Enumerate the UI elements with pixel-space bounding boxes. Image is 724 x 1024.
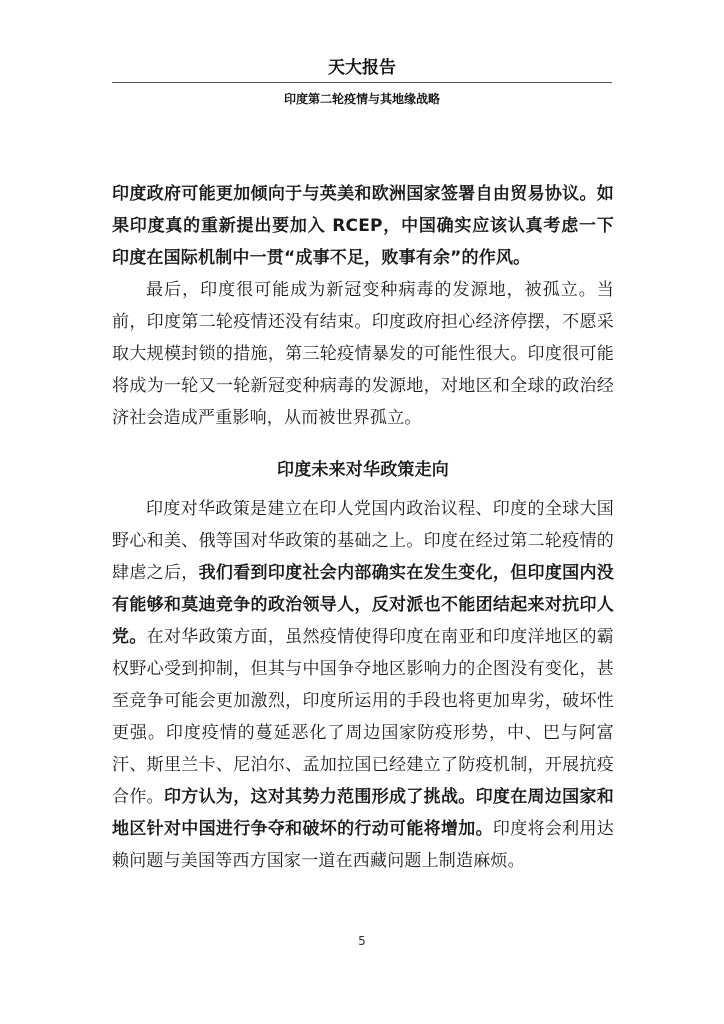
section-heading: 印度未来对华政策走向 [277,460,449,480]
bold-text-segment: 印方认为，这对其势力范围形成了挑战。印度在周边国家和地区针对中国进行争夺和破坏的行动可能将增加。 [112,787,614,839]
page-header [112,56,612,107]
page-number: 5 [358,934,366,948]
header-divider [112,82,612,83]
document-body [112,178,614,877]
paragraph-china-policy [112,493,614,877]
text-segment: 在对华政策方面，虽然疫情使得印度在南亚和印度洋地区的霸权野心受到抑制，但其与中国争夺地区影响力的企图没有变化，甚至竞争可能会更加激烈，印度所运用的手段也将更加卑劣，破坏性更强。印度疫情的蔓延恶化了周边国家防疫形势，中、巴与阿富汗、斯里兰卡、尼泊尔、孟加拉国已经建立了防疫机制，开展抗疫合作。 [112,627,614,807]
text-segment: 印度对华政策是建立在印人党国内政治议程、印度的全球大国野心和美、俄等国对华政策的基础之上。印度在经过第二轮疫情的肆虐之后， [112,499,614,583]
paragraph-variant-origin: 最后，印度很可能成为新冠变种病毒的发源地，被孤立。当前，印度第二轮疫情还没有结束。印度政府担心经济停摆，不愿采取大规模封锁的措施，第三轮疫情暴发的可能性很大。印度很可能将成为一轮又一轮新冠变种病毒的发源地，对地区和全球的政治经济社会造成严重影响，从而被世界孤立。 [112,280,614,428]
header-subtitle: 印度第二轮疫情与其地缘战略 [283,92,440,106]
paragraph-fta: 印度政府可能更加倾向于与英美和欧洲国家签署自由贸易协议。如果印度真的重新提出要加入 RCEP，中国确实应该认真考虑一下印度在国际机制中一贯“成事不足，败事有余”的作风。 [112,184,614,268]
text-segment: 印度将会利用达赖问题与美国等西方国家一道在西藏问题上制造麻烦。 [112,819,614,871]
bold-text-segment: 我们看到印度社会内部确实在发生变化，但印度国内没有能够和莫迪竞争的政治领导人，反对派也不能团结起来对抗印人党。 [112,563,614,647]
header-title: 天大报告 [328,58,396,78]
